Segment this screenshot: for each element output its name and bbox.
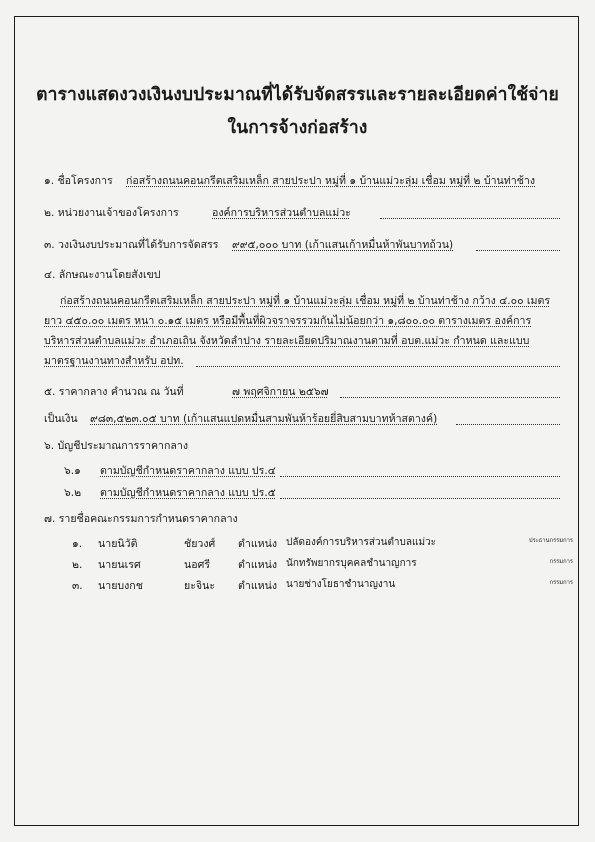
member-no: ๓. — [72, 580, 83, 592]
member-last-name: ชัยวงศ์ — [184, 538, 216, 550]
member-no: ๒. — [72, 559, 83, 571]
member-position: นักทรัพยากรบุคคลชำนาญการ — [286, 558, 417, 569]
member-first-name: นายนิวัติ — [98, 538, 138, 550]
median-price-date-label: ๕. ราคากลาง คำนวณ ณ วันที่ — [44, 386, 184, 398]
estimate-row-text: ตามบัญชีกำหนดราคากลาง แบบ ปร.๕ — [100, 487, 276, 499]
description-line-1: ก่อสร้างถนนคอนกรีตเสริมเหล็ก สายประปา หมู่ที่ ๑ บ้านแม่วะลุ่ม เชื่อม หมู่ที่ ๒ บ้านท่าช้าง กว้าง ๔.๐๐ เมตร — [60, 295, 551, 307]
dotted-line — [456, 424, 560, 425]
amount-value: ๙๘๓,๕๒๓.๐๕ บาท (เก้าแสนแปดหมื่นสามพันห้าร้อยยี่สิบสามบาทห้าสตางค์) — [90, 413, 438, 425]
estimate-row-no: ๖.๒ — [64, 487, 82, 499]
budget-value: ๙๙๕,๐๐๐ บาท (เก้าแสนเก้าหมื่นห้าพันบาทถ้วน) — [232, 239, 454, 251]
description-line-4: มาตรฐานงานทางสำหรับ อปท. — [44, 355, 184, 367]
member-position-label: ตำแหน่ง — [238, 580, 278, 592]
member-first-name: นายนเรศ — [98, 559, 141, 571]
estimate-row-no: ๖.๑ — [64, 465, 81, 477]
member-position-label: ตำแหน่ง — [238, 538, 278, 550]
estimate-label: ๖. บัญชีประมาณการราคากลาง — [44, 440, 189, 452]
member-role: กรรมการ — [549, 559, 573, 565]
description-line-2: ยาว ๔๕๐.๐๐ เมตร หนา ๐.๑๕ เมตร หรือมีพื้นที่ผิวจราจรรวมกันไม่น้อยกว่า ๑,๘๐๐.๐๐ ตารางเมตร องค์การ — [44, 315, 532, 327]
member-position: นายช่างโยธาชำนาญงาน — [286, 579, 396, 590]
estimate-row-text: ตามบัญชีกำหนดราคากลาง แบบ ปร.๔ — [100, 465, 276, 477]
description-label: ๔. ลักษณะงานโดยสังเขป — [44, 269, 161, 281]
member-first-name: นายบงกช — [98, 580, 143, 592]
agency-value: องค์การบริหารส่วนตำบลแม่วะ — [212, 207, 351, 219]
median-price-date: ๗ พฤศจิกายน ๒๕๖๗ — [232, 386, 329, 398]
member-role: ประธานกรรมการ — [528, 538, 573, 544]
document-subtitle: ในการจ้างก่อสร้าง — [227, 118, 368, 138]
dotted-line — [340, 397, 560, 398]
member-position: ปลัดองค์การบริหารส่วนตำบลแม่วะ — [286, 537, 437, 548]
member-last-name: ยะจินะ — [184, 580, 216, 592]
amount-label: เป็นเงิน — [44, 413, 78, 425]
member-role: กรรมการ — [549, 580, 573, 586]
dotted-line — [280, 498, 560, 499]
project-name-label: ๑. ชื่อโครงการ — [44, 175, 113, 187]
member-last-name: นอศรี — [184, 559, 211, 571]
dotted-line — [196, 366, 560, 367]
budget-label: ๓. วงเงินงบประมาณที่ได้รับการจัดสรร — [44, 239, 219, 251]
document-title: ตารางแสดงวงเงินงบประมาณที่ได้รับจัดสรรและรายละเอียดค่าใช้จ่าย — [36, 85, 559, 105]
project-name-value: ก่อสร้างถนนคอนกรีตเสริมเหล็ก สายประปา หมู่ที่ ๑ บ้านแม่วะลุ่ม เชื่อม หมู่ที่ ๒ บ้านท่าช้าง — [126, 175, 535, 187]
member-position-label: ตำแหน่ง — [238, 559, 278, 571]
description-line-3: บริหารส่วนตำบลแม่วะ อำเภอเถิน จังหวัดลำปาง รายละเอียดปริมาณงานตามที่ อบต.แม่วะ กำหนด และแบบ — [44, 335, 530, 347]
agency-label: ๒. หน่วยงานเจ้าของโครงการ — [44, 207, 179, 219]
dotted-line — [476, 250, 560, 251]
member-no: ๑. — [72, 538, 83, 550]
committee-label: ๗. รายชื่อคณะกรรมการกำหนดราคากลาง — [44, 513, 238, 525]
dotted-line — [380, 218, 560, 219]
dotted-line — [280, 476, 560, 477]
